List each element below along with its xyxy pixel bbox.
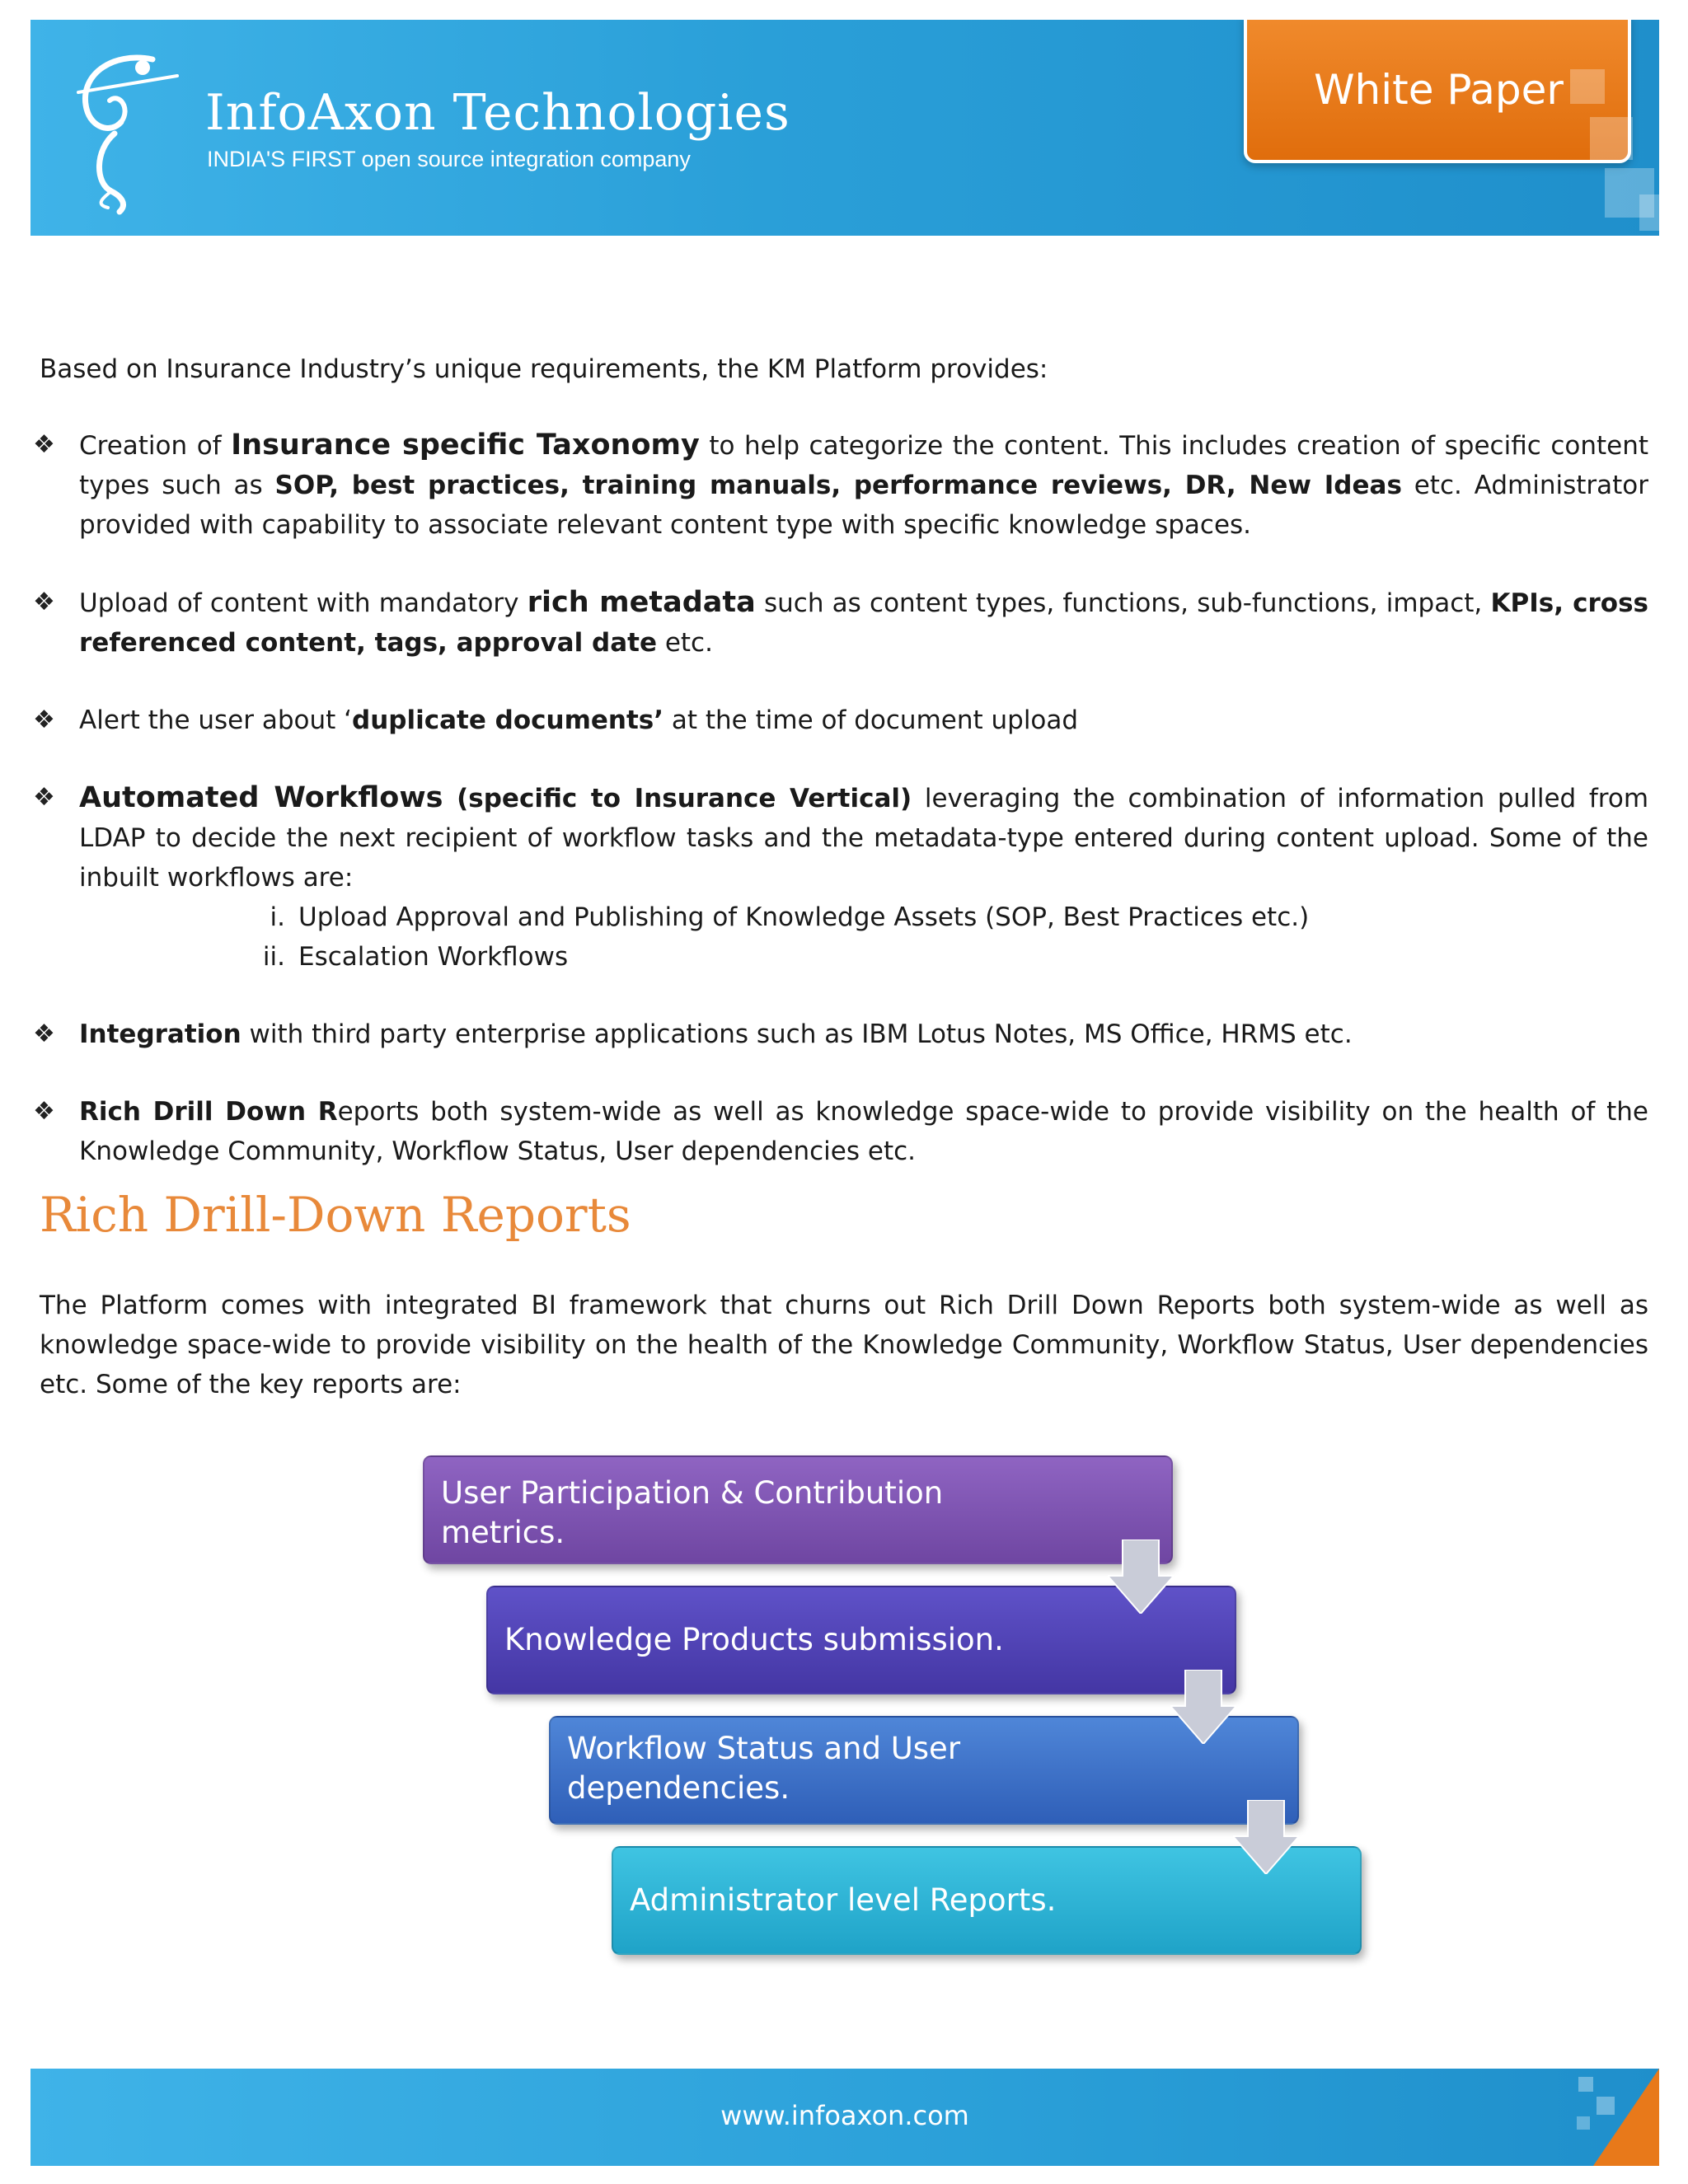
bold-text: KPIs, cross referenced content, tags, approval date xyxy=(79,588,1648,658)
bullet-diamond-icon: ❖ xyxy=(33,1019,55,1048)
text: at the time of document upload xyxy=(663,705,1079,735)
text: etc. xyxy=(656,628,713,658)
text: leveraging the combination of information pulled from LDAP to decide the next recipient of workflow tasks and the metadata-type entered during content upload. Some of the inbuilt workflows are: xyxy=(79,784,1649,893)
bullet-diamond-icon: ❖ xyxy=(33,1097,55,1126)
bullet-diamond-icon: ❖ xyxy=(33,705,55,734)
workflow-item-text: Escalation Workflows xyxy=(298,942,569,972)
bullet-diamond-icon: ❖ xyxy=(33,430,55,459)
company-tagline: INDIA'S FIRST open source integration company xyxy=(207,147,691,171)
footer-banner xyxy=(30,2069,1659,2166)
intro-text: Based on Insurance Industry’s unique requirements, the KM Platform provides: xyxy=(40,354,1048,384)
bold-text: SOP, best practices, training manuals, performance reviews, DR, New Ideas xyxy=(274,471,1402,500)
feature-workflows xyxy=(33,778,1649,977)
text: Creation of xyxy=(79,431,232,461)
workflow-item-number: ii. xyxy=(262,942,285,972)
infoaxon-logo-icon xyxy=(62,43,185,220)
workflow-item-text: Upload Approval and Publishing of Knowledge Assets (SOP, Best Practices etc.) xyxy=(298,902,1310,932)
decorative-tile xyxy=(1570,69,1605,104)
workflow-item xyxy=(40,937,1648,977)
section-paragraph: The Platform comes with integrated BI framework that churns out Rich Drill Down Reports both system-wide as well as knowledge space-wide to provide visibility on the health of the Knowledge Community, Workflow Status, User dependencies etc. Some of the key reports are: xyxy=(40,1291,1648,1399)
report-step-label: Administrator level Reports. xyxy=(630,1882,1057,1918)
white-paper-label: White Paper xyxy=(1314,66,1564,114)
down-arrow-icon xyxy=(1108,1540,1174,1614)
feature-metadata xyxy=(33,583,1648,663)
text: Upload of content with mandatory xyxy=(79,588,528,618)
bold-text: Rich Drill Down R xyxy=(79,1097,338,1127)
bold-text: duplicate documents’ xyxy=(352,705,664,735)
workflow-item-number: i. xyxy=(270,902,285,932)
feature-integration xyxy=(33,1015,1648,1054)
bold-text: rich metadata xyxy=(527,586,756,619)
bold-text: Automated Workflows xyxy=(79,781,443,814)
workflow-list xyxy=(79,898,1648,977)
bullet-diamond-icon: ❖ xyxy=(33,783,55,812)
feature-duplicate-alert xyxy=(33,701,1648,740)
feature-list xyxy=(33,425,1649,1171)
text: etc. Administrator provided with capability to associate relevant content type with specific knowledge spaces. xyxy=(79,471,1648,540)
footer-corner-decoration xyxy=(1560,2069,1659,2166)
text: to help categorize the content. This includes creation of specific content types such as xyxy=(79,431,1649,500)
feature-reports xyxy=(33,1092,1648,1171)
bold-text: Integration xyxy=(79,1019,241,1049)
header-banner xyxy=(30,20,1659,236)
report-step-label: Workflow Status and User dependencies. xyxy=(567,1731,961,1806)
footer-website-link[interactable]: www.infoaxon.com xyxy=(720,2100,969,2131)
workflow-item xyxy=(40,898,1648,937)
decorative-tile xyxy=(1590,117,1633,160)
section-title: Rich Drill-Down Reports xyxy=(40,1187,631,1243)
text: with third party enterprise applications such as IBM Lotus Notes, MS Office, HRMS etc. xyxy=(241,1019,1353,1049)
report-step-participation xyxy=(423,1455,1173,1564)
report-step-label: Knowledge Products submission. xyxy=(504,1622,1004,1657)
report-step-label: User Participation & Contribution metrics. xyxy=(441,1475,944,1550)
text: eports both system-wide as well as knowledge space-wide to provide visibility on the health of the Knowledge Community, Workflow Status, User dependencies etc. xyxy=(79,1097,1648,1166)
bullet-diamond-icon: ❖ xyxy=(33,588,55,616)
main-content xyxy=(33,349,1649,1209)
company-name: InfoAxon Technologies xyxy=(205,84,790,142)
feature-taxonomy xyxy=(33,425,1649,545)
bold-text: Insurance specific Taxonomy xyxy=(231,429,700,462)
down-arrow-icon xyxy=(1170,1670,1236,1744)
text: Alert the user about ‘ xyxy=(79,705,352,735)
bold-text: (specific to Insurance Vertical) xyxy=(443,784,912,813)
down-arrow-icon xyxy=(1233,1800,1299,1874)
decorative-tile xyxy=(1639,194,1659,231)
text: such as content types, functions, sub-functions, impact, xyxy=(755,588,1491,618)
